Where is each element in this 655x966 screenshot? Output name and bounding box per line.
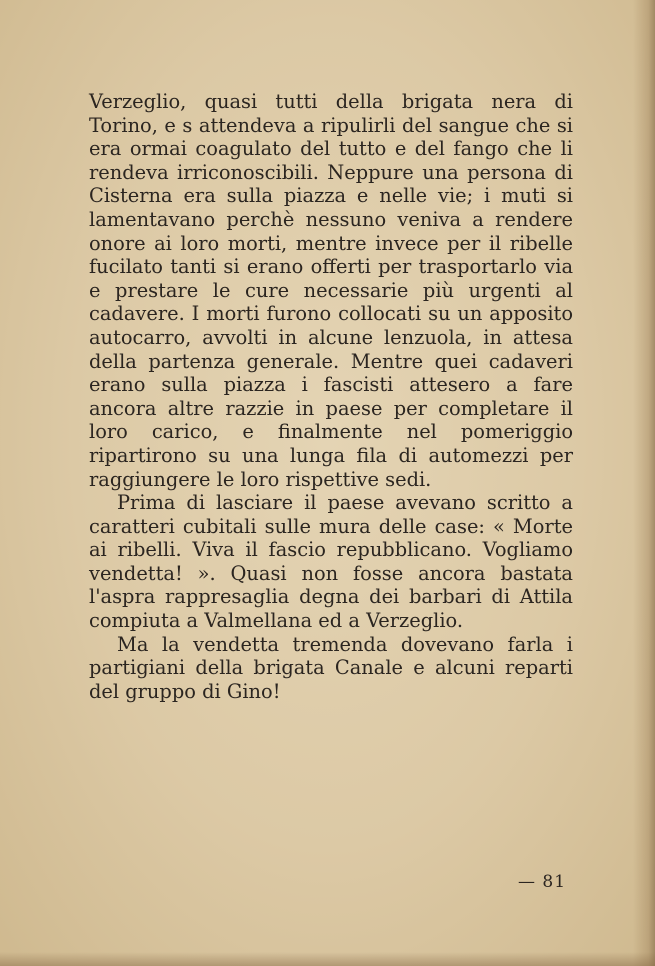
page-edge-shadow [633,0,655,966]
body-text [89,90,573,703]
paragraph-3: Ma la vendetta tremenda dovevano farla i partigiani della brigata Canale e alcuni reparti del gruppo di Gino! [89,632,573,703]
page-bottom-shadow [0,952,655,966]
paragraph-1: Verzeglio, quasi tutti della brigata nera di Torino, e s attendeva a ripulirli del sangue che si era ormai coagulato del tutto e del fango che li rendeva irriconoscibili. Neppure una persona di Cisterna era sulla piazza e nelle vie; i muti si lamentavano perchè nessuno veniva a rendere onore ai loro morti, mentre invece per il ribelle fucilato tanti si erano offerti per trasportarlo via e prestare le cure necessarie più urgenti al cadavere. I morti furono collocati su un apposito autocarro, avvolti in alcune lenzuola, in attesa della partenza generale. Mentre quei cadaveri erano sulla piazza i fascisti attesero a fare ancora altre razzie in paese per completare il loro carico, e finalmente nel pomeriggio ripartirono su una lunga fila di automezzi per raggiungere le loro rispettive sedi. [89,90,573,491]
paragraph-2: Prima di lasciare il paese avevano scritto a caratteri cubitali sulle mura delle case: « Morte ai ribelli. Viva il fascio repubblicano. Vogliamo vendetta! ». Quasi non fosse ancora bastata l'aspra rappresaglia degna dei barbari di Attila compiuta a Valmellana ed a Verzeglio. [89,491,573,633]
page-number: — 81 [518,872,567,892]
